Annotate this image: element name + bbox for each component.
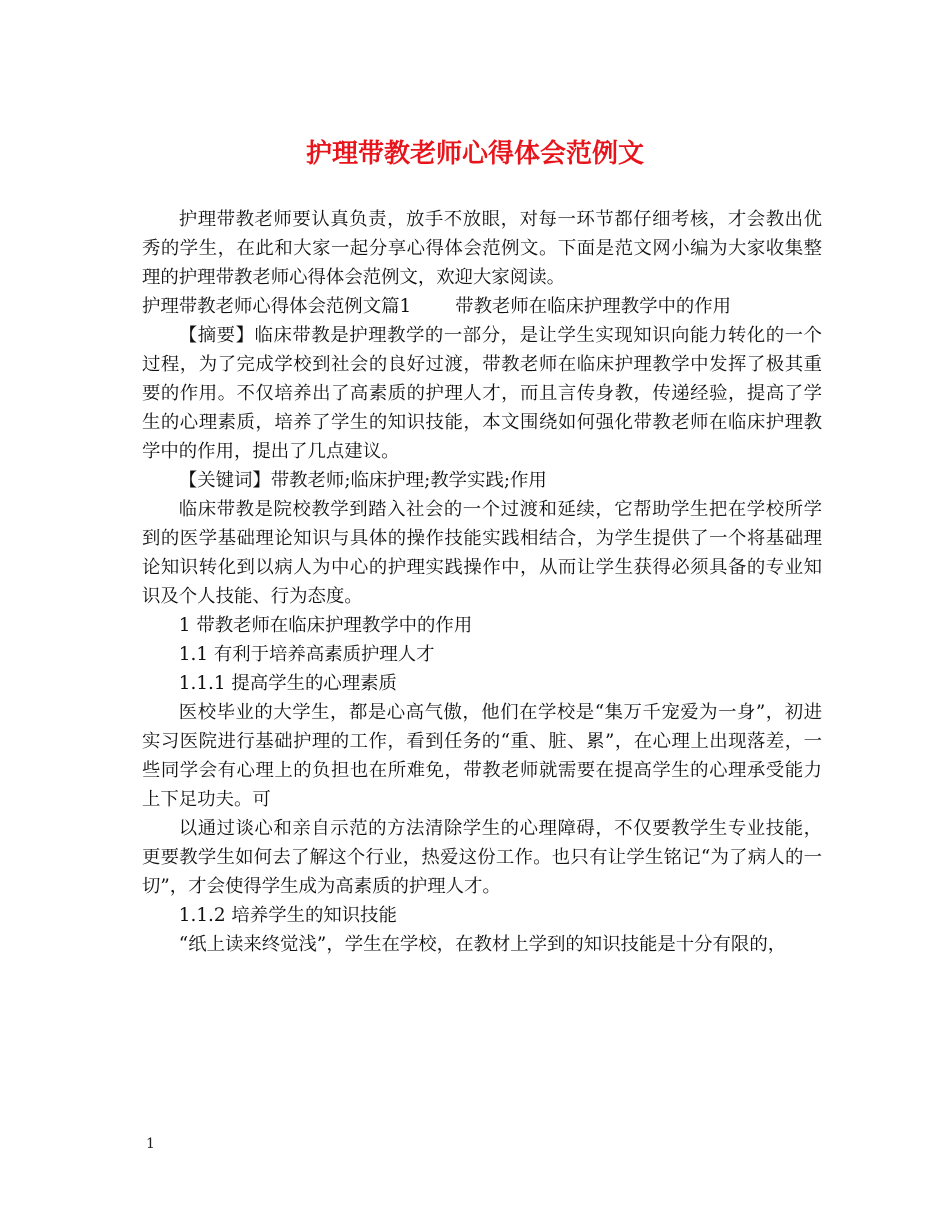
abstract-paragraph: 【摘要】临床带教是护理教学的一部分，是让学生实现知识向能力转化的一个过程，为了完成学校到社会的良好过渡，带教老师在临床护理教学中发挥了极其重要的作用。不仅培养出了高素质的护理人才，而且言传身教，传递经验，提高了学生的心理素质，培养了学生的知识技能，本文围绕如何强化带教老师在临床护理教学中的作用，提出了几点建议。 bbox=[142, 325, 822, 462]
article-label: 护理带教老师心得体会范例文篇1 bbox=[142, 296, 412, 317]
article-heading-line bbox=[142, 292, 822, 321]
body-paragraph: “纸上读来终觉浅”，学生在学校，在教材上学到的知识技能是十分有限的， bbox=[178, 934, 787, 955]
section-heading-1-1-2: 1.1.2 培养学生的知识技能 bbox=[178, 905, 397, 926]
page-title: 护理带教老师心得体会范例文 bbox=[305, 139, 644, 169]
intro-paragraph: 护理带教老师要认真负责，放手不放眼，对每一环节都仔细考核，才会教出优秀的学生，在此和大家一起分享心得体会范例文。下面是范文网小编为大家收集整理的护理带教老师心得体会范例文，欢迎大家阅读。 bbox=[142, 209, 822, 288]
section-heading-1-1-1: 1.1.1 提高学生的心理素质 bbox=[178, 673, 397, 694]
article-heading: 带教老师在临床护理教学中的作用 bbox=[455, 296, 732, 317]
body-paragraph: 以通过谈心和亲自示范的方法清除学生的心理障碍，不仅要教学生专业技能，更要教学生如何去了解这个行业，热爱这份工作。也只有让学生铭记“为了病人的一切”，才会使得学生成为高素质的护理人才。 bbox=[142, 818, 822, 897]
document-body bbox=[142, 205, 822, 959]
section-heading-1-1: 1.1 有利于培养高素质护理人才 bbox=[178, 644, 435, 665]
body-paragraph: 临床带教是院校教学到踏入社会的一个过渡和延续，它帮助学生把在学校所学到的医学基础理论知识与具体的操作技能实践相结合，为学生提供了一个将基础理论知识转化到以病人为中心的护理实践操作中，从而让学生获得必须具备的专业知识及个人技能、行为态度。 bbox=[142, 499, 822, 607]
page-number: 1 bbox=[146, 1136, 155, 1152]
body-paragraph: 医校毕业的大学生，都是心高气傲，他们在学校是“集万千宠爱为一身”，初进实习医院进行基础护理的工作，看到任务的“重、脏、累”，在心理上出现落差，一些同学会有心理上的负担也在所难免，带教老师就需要在提高学生的心理承受能力上下足功夫。可 bbox=[142, 702, 822, 810]
section-heading-1: 1 带教老师在临床护理教学中的作用 bbox=[178, 615, 473, 636]
keywords-paragraph: 【关键词】带教老师;临床护理;教学实践;作用 bbox=[178, 470, 547, 491]
